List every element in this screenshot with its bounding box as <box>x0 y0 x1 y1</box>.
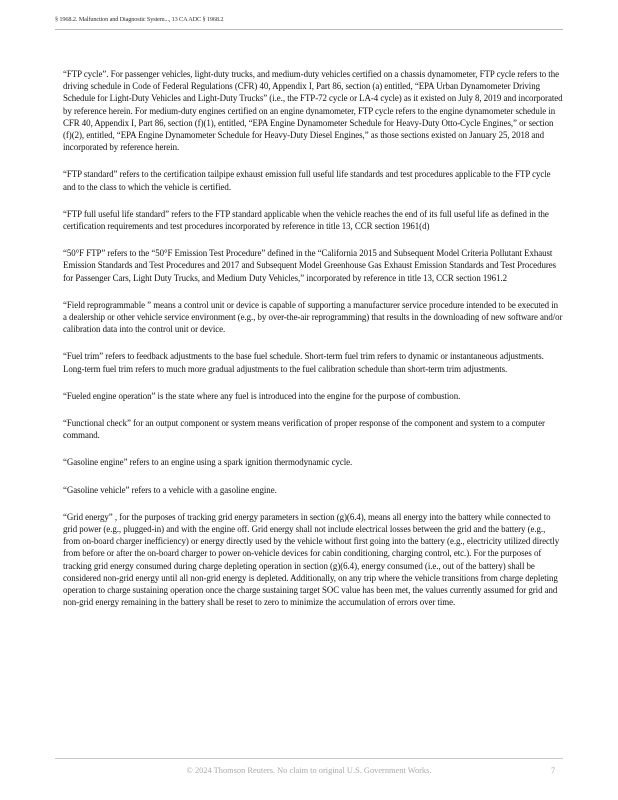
definition-functional-check: “Functional check” for an output component or system means verification of proper response of the component and system to a computer command. <box>63 418 545 441</box>
footer-divider <box>55 758 563 759</box>
footer-copyright: © 2024 Thomson Reuters. No claim to original U.S. Government Works. <box>186 766 432 775</box>
definition-fueled-engine-operation: “Fueled engine operation” is the state where any fuel is introduced into the engine for the purpose of combustion. <box>63 390 461 401</box>
definition-grid-energy: “Grid energy” , for the purposes of tracking grid energy parameters in section (g)(6.4), means all energy into the battery while connected to grid power (e.g., plugged-in) and with the engine off. Grid energy shall not include electrical losses between the grid and the battery (e.g., from on-board charger inefficiency) or energy directly used by the vehicle without first going into the battery (e.g., electricity utilized directly from before or after the on-board charger to power on-vehicle devices for cabin conditioning, charging control, etc.). For the purposes of tracking grid energy consumed during charge depleting operation in section (g)(6.4), energy consumed (i.e., out of the battery) shall be considered non-grid energy until all non-grid energy is depleted. Additionally, on any trip where the vehicle transitions from charge depleting operation to charge sustaining operation once the charge sustaining target SOC value has been met, the values currently assumed for grid and non-grid energy remaining in the battery shall be reset to zero to minimize the accumulation of errors over time. <box>63 511 560 608</box>
document-body <box>63 68 563 624</box>
page-number: 7 <box>551 766 556 775</box>
definition-ftp-full-useful-life-standard: “FTP full useful life standard” refers to the FTP standard applicable when the vehicle reaches the end of its full useful life as defined in the certification requirements and test procedures incorporated by reference in title 13, CCR section 1961(d) <box>63 208 549 232</box>
definition-ftp-standard: “FTP standard” refers to the certification tailpipe exhaust emission full useful life standards and test procedures applicable to the FTP cycle and to the class to which the vehicle is certified. <box>63 169 551 192</box>
definition-gasoline-vehicle: “Gasoline vehicle” refers to a vehicle with a gasoline engine. <box>63 484 277 495</box>
definition-50f-ftp: “50°F FTP” refers to the “50°F Emission Test Procedure” defined in the “California 2015 and Subsequent Model Criteria Pollutant Exhaust Emission Standards and Test Procedures and 2017 and Subsequent Model Greenhouse Gas Exhaust Emission Standards and Test Procedures for Passenger Cars, Light Duty Trucks, and Medium Duty Vehicles,” incorporated by reference in title 13, CCR section 1961.2 <box>63 248 557 283</box>
definition-gasoline-engine: “Gasoline engine” refers to an engine using a spark ignition thermodynamic cycle. <box>63 457 353 468</box>
definition-field-reprogrammable: “Field reprogrammable ” means a control unit or device is capable of supporting a manufacturer service procedure intended to be executed in a dealership or other vehicle service environment (e.g., by over-the-air reprogramming) that results in the downloading of new software and/or calibration data into the control unit or device. <box>63 299 563 335</box>
running-head: § 1968.2. Malfunction and Diagnostic System..., 13 CA ADC § 1968.2 <box>55 16 563 30</box>
definition-fuel-trim: “Fuel trim” refers to feedback adjustments to the base fuel schedule. Short-term fuel trim refers to dynamic or instantaneous adjustments. Long-term fuel trim refers to much more gradual adjustments to the fuel calibration schedule than short-term trim adjustments. <box>63 351 544 374</box>
definition-ftp-cycle: “FTP cycle”. For passenger vehicles, light-duty trucks, and medium-duty vehicles certified on a chassis dynamometer, FTP cycle refers to the driving schedule in Code of Federal Regulations (CFR) 40, Appendix I, Part 86, section (a) entitled, “EPA Urban Dynamometer Driving Schedule for Light-Duty Vehicles and Light-Duty Trucks” (i.e., the FTP-72 cycle or LA-4 cycle) as it existed on July 8, 2019 and incorporated by reference herein. For medium-duty engines certified on an engine dynamometer, FTP cycle refers to the engine dynamometer schedule in CFR 40, Appendix I, Part 86, section (f)(1), entitled, “EPA Engine Dynamometer Schedule for Heavy-Duty Otto-Cycle Engines,” or section (f)(2), entitled, “EPA Engine Dynamometer Schedule for Heavy-Duty Diesel Engines,” as those sections existed on January 25, 2018 and incorporated by reference herein. <box>63 69 563 153</box>
